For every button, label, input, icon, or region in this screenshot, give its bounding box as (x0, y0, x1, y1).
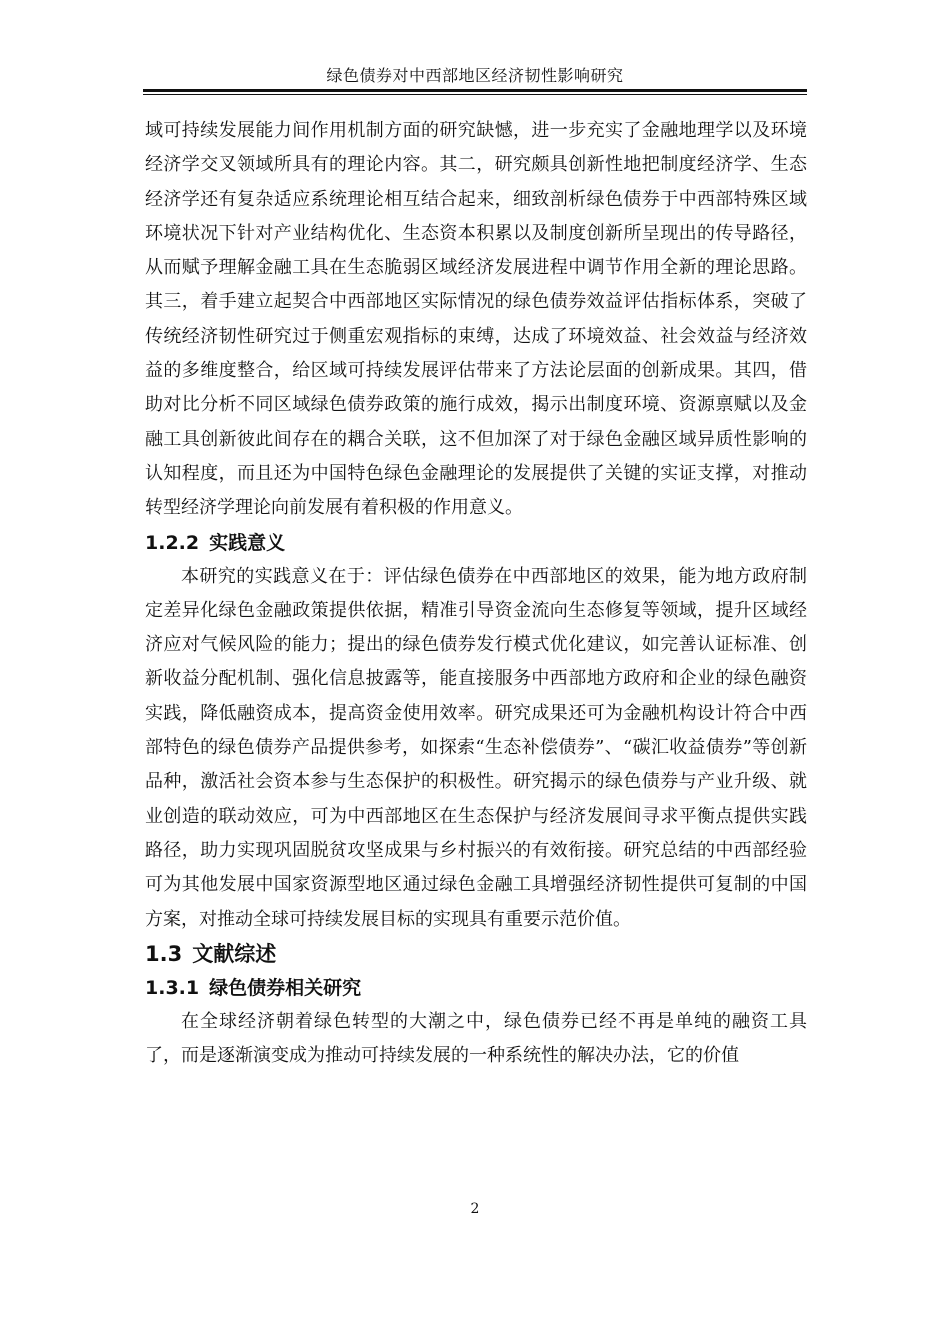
section-title: 文献综述 (192, 941, 277, 966)
running-header-title: 绿色债券对中西部地区经济韧性影响研究 (326, 66, 624, 85)
body-text (145, 114, 807, 1073)
paragraph-practical-significance: 本研究的实践意义在于：评估绿色债券在中西部地区的效果，能为地方政府制定差异化绿色金融政策提供依据，精准引导资金流向生态修复等领域，提升区域经济应对气候风险的能力；提出的绿色债券发行模式优化建议，如完善认证标准、创新收益分配机制、强化信息披露等，能直接服务中西部地方政府和企业的绿色融资实践，降低融资成本，提高资金使用效率。研究成果还可为金融机构设计符合中西部特色的绿色债券产品提供参考，如探索“生态补偿债券”、“碳汇收益债券”等创新品种，激活社会资本参与生态保护的积极性。研究揭示的绿色债券与产业升级、就业创造的联动效应，可为中西部地区在生态保护与经济发展间寻求平衡点提供实践路径，助力实现巩固脱贫攻坚成果与乡村振兴的有效衔接。研究总结的中西部经验可为其他发展中国家资源型地区通过绿色金融工具增强经济韧性提供可复制的中国方案，对推动全球可持续发展目标的实现具有重要示范价值。 (145, 565, 807, 930)
section-heading-1-2-2 (145, 526, 807, 560)
section-title: 绿色债券相关研究 (209, 976, 362, 999)
section-title: 实践意义 (209, 531, 286, 554)
page-number: 2 (470, 1201, 480, 1217)
paragraph-green-bond-research: 在全球经济朝着绿色转型的大潮之中，绿色债券已经不再是单纯的融资工具了，而是逐渐演变成为推动可持续发展的一种系统性的解决办法，它的价值 (145, 1010, 807, 1067)
header-rule-thin (143, 94, 807, 95)
section-number: 1.3 (145, 941, 183, 966)
section-heading-1-3 (145, 937, 807, 971)
header-rule-thick (143, 89, 807, 92)
section-heading-1-3-1 (145, 971, 807, 1005)
paragraph-continued: 域可持续发展能力间作用机制方面的研究缺憾，进一步充实了金融地理学以及环境经济学交叉领域所具有的理论内容。其二，研究颇具创新性地把制度经济学、生态经济学还有复杂适应系统理论相互结合起来，细致剖析绿色债券于中西部特殊区域环境状况下针对产业结构优化、生态资本积累以及制度创新所呈现出的传导路径，从而赋予理解金融工具在生态脆弱区域经济发展进程中调节作用全新的理论思路。其三，着手建立起契合中西部地区实际情况的绿色债券效益评估指标体系，突破了传统经济韧性研究过于侧重宏观指标的束缚，达成了环境效益、社会效益与经济效益的多维度整合，给区域可持续发展评估带来了方法论层面的创新成果。其四，借助对比分析不同区域绿色债券政策的施行成效，揭示出制度环境、资源禀赋以及金融工具创新彼此间存在的耦合关联，这不但加深了对于绿色金融区域异质性影响的认知程度，而且还为中国特色绿色金融理论的发展提供了关键的实证支撑，对推动转型经济学理论向前发展有着积极的作用意义。 (145, 120, 807, 519)
section-number: 1.2.2 (145, 531, 200, 554)
section-number: 1.3.1 (145, 976, 200, 999)
